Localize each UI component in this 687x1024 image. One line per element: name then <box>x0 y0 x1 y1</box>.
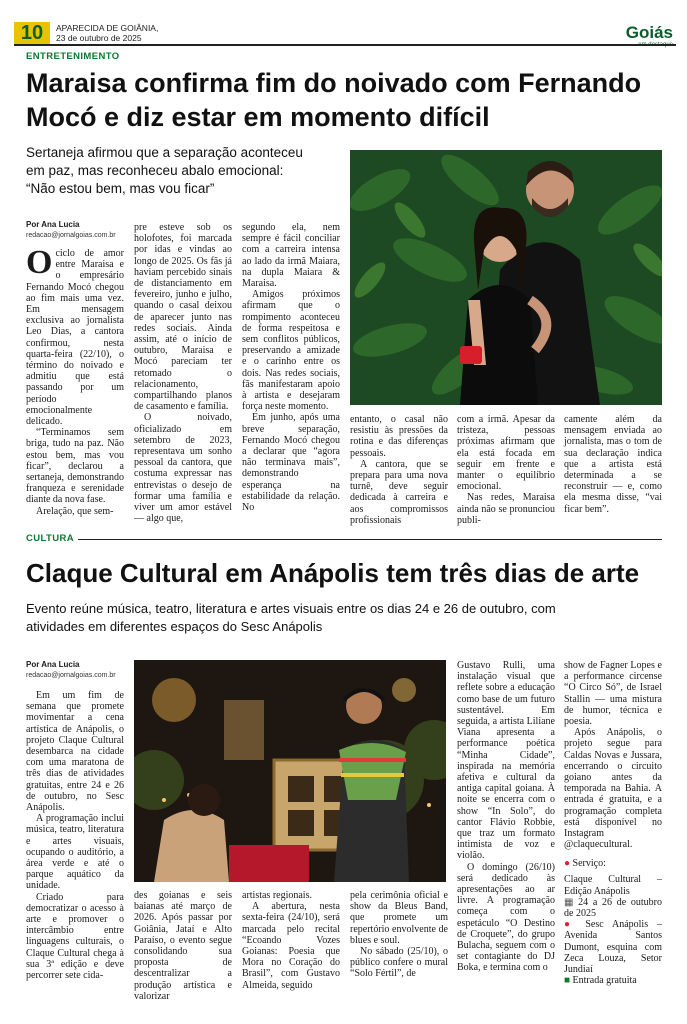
paragraph: segundo ela, nem sempre é fácil conciliar com a carreira intensa ao lado da irmã Maiara, na dupla Maiara & Maraisa. <box>242 222 340 290</box>
dropcap: O <box>26 244 53 281</box>
service-item <box>564 919 662 975</box>
headline-maraisa <box>26 66 641 134</box>
paragraph: “Terminamos sem briga, tudo na paz. Não estou bem, mas vou ficar”, declarou a sertaneja, demonstrando franqueza e serenidade diante da nova fase. <box>26 427 124 506</box>
paragraph: Nas redes, Maraisa ainda não se pronunciou publi- <box>457 492 555 526</box>
section-entretenimento: ENTRETENIMENTO <box>26 51 120 62</box>
paragraph: entanto, o casal não resistiu às pressões da rotina e das diferenças pessoais. <box>350 414 448 459</box>
service-item <box>564 897 662 919</box>
paragraph: pela cerimônia oficial e show da Bleus Band, que promete um repertório envolvente de blues e soul. <box>350 890 448 946</box>
article1-column-4 <box>350 414 448 526</box>
header-date: 23 de outubro de 2025 <box>56 33 142 43</box>
services-heading <box>564 858 662 870</box>
headline-claque: Claque Cultural em Anápolis tem três dias de arte <box>26 558 640 588</box>
logo-text: Goiás <box>625 23 673 42</box>
headline-line-1: Maraisa confirma fim do noivado com Fernando <box>26 68 642 98</box>
subheadline-line-2: em paz, mas reconheceu abalo emocional: <box>26 163 284 178</box>
service-item <box>564 975 662 986</box>
paragraph: Em junho, após uma breve separação, Fernando Mocó chegou a declarar que “agora não terminava mais”, demonstrando esperança na estabilidade da relação. No <box>242 412 340 514</box>
calendar-icon: ▦ <box>564 896 574 908</box>
service-price: Entrada gratuita <box>572 975 637 987</box>
paragraph: artistas regionais. <box>242 890 312 901</box>
paragraph: Amigos próximos afirmam que o rompimento aconteceu de forma respeitosa e sem conflitos públicos, preservando a amizade e o carinho entre os dois. Nas redes sociais, fãs manifestaram apoio à artista e desejaram força neste momento. <box>242 289 340 413</box>
paragraph: show de Fagner Lopes e a performance circense “O Circo Só”, de Israel Stallin — uma mistura de humor, técnica e poesia. <box>564 660 662 728</box>
service-item <box>564 874 662 896</box>
paragraph: A abertura, nesta sexta-feira (24/10), será marcada pelo recital “Ecoando Vozes Goianas: Poesia que Mora no Coração do Brasil”, com Gustavo Almeida, seguido <box>242 901 340 991</box>
services-title: Serviço: <box>572 858 606 870</box>
photo-artist-installation <box>134 660 446 882</box>
paragraph: pre esteve sob os holofotes, foi marcada por idas e vindas ao longo de 2025. Os fãs já haviam percebido sinais de distanciamento em fevereiro, junho e julho, quando o casal deixou de aparecer junto nas redes sociais. Ainda assim, até o início de outubro, Maraisa e Mocó pareciam ter retomado o relacionamento, compartilhando planos de casamento e família. <box>134 222 232 413</box>
subheadline-line-2: atividades em diferentes espaços do Sesc Anápolis <box>26 619 323 634</box>
photo-couple-illustration <box>350 150 662 405</box>
byline-email: redacao@jornalgoias.com.br <box>26 232 116 239</box>
pin-icon: ● <box>564 858 571 870</box>
article2-column-3 <box>242 890 340 991</box>
service-event-name: Claque Cultural – Edição Anápolis <box>564 874 662 897</box>
service-dates: 24 a 26 de outubro de 2025 <box>564 896 662 920</box>
article1-column-6 <box>564 414 662 515</box>
byline: Por Ana Lucia <box>26 660 80 669</box>
article2-column-6 <box>564 660 662 986</box>
header-city: APARECIDA DE GOIÂNIA, <box>56 23 159 33</box>
section-cultura: CULTURA <box>26 533 75 544</box>
byline-email: redacao@jornalgoias.com.br <box>26 672 116 679</box>
paragraph: Criado para democratizar o acesso à arte e promover o intercâmbio entre linguagens culturais, o Claque Cultural chega à sua 3ª edição e deve percorrer sete cida- <box>26 891 124 982</box>
services-box <box>564 858 662 986</box>
article2-column-5 <box>457 660 555 974</box>
subheadline-line-3: “Não estou bem, mas vou ficar” <box>26 181 215 196</box>
paragraph: com a irmã. Apesar da tristeza, pessoas próximas afirmam que ela está focada em seguir em frente e manter o equilíbrio emocional. <box>457 414 555 493</box>
service-address: Sesc Anápolis – Avenida Santos Dumont, esquina com Zeca Louza, Setor Jundiaí <box>564 919 662 976</box>
article1-column-3 <box>242 222 340 513</box>
section-rule <box>78 539 662 540</box>
paragraph: des goianas e seis baianas até março de 2026. Após passar por Goiânia, Jataí e Alto Paraíso, o evento segue consolidando sua proposta de descentralizar a produção artística e valorizar <box>134 890 232 1002</box>
byline: Por Ana Lucia <box>26 220 80 229</box>
photo-artist-illustration <box>134 660 446 882</box>
paragraph: O noivado, oficializado em setembro de 2023, representava um sonho pessoal da cantora, que costuma expressar nas entrevistas o desejo de formar uma família e viver um amor estável — algo que, <box>134 412 232 525</box>
headline-line-2: Mocó e diz estar em momento difícil <box>26 102 490 132</box>
article2-column-2 <box>134 890 232 1002</box>
article2-column-4 <box>350 890 448 980</box>
article1-column-5 <box>457 414 555 526</box>
paragraph: Após Anápolis, o projeto segue para Caldas Novas e Jussara, encerrando o circuito goiano antes da temporada na Bahia. A entrada é gratuita, e a programação completa está disponível no Instagram @claquecultural. <box>564 727 662 851</box>
pin-icon: ● <box>564 919 577 931</box>
ticket-icon: ■ <box>564 975 571 987</box>
article1-column-1 <box>26 244 124 517</box>
subheadline-claque <box>26 600 666 636</box>
page-number: 10 <box>14 22 50 44</box>
subheadline-line-1: Evento reúne música, teatro, literatura e artes visuais entre os dias 24 e 26 de outubro, com <box>26 601 556 616</box>
paragraph: A cantora, que se prepara para uma nova turnê, deve seguir dedicada à carreira e aos compromissos profissionais <box>350 458 448 526</box>
paragraph: No sábado (25/10), o público confere o mural “Solo Fértil”, de <box>350 946 448 980</box>
paragraph: O domingo (26/10) será dedicado às apresentações ao ar livre. A programação começa com o espetáculo “O Destino de Croquete”, do grupo Bulacha, seguem com o set contagiante do DJ Boka, e termina com o <box>457 861 555 974</box>
paragraph: Arelação, que sem- <box>36 505 114 517</box>
paragraph: A programação inclui música, teatro, literatura e artes visuais, ocupando o auditório, a área verde e até o parque aquático da unidade. <box>26 813 124 892</box>
paragraph: Gustavo Rulli, uma instalação visual que reflete sobre a educação como base de um futuro sustentável. Em seguida, a artista Liliane Viana apresenta a performance poética “Minha Cidade”, inspirada na memória afetiva e cultural da antiga capital goiana. À noite se encerra com o show “In Solo”, do cantor Flávio Robbie, que traz um formato intimista de voz e violão. <box>457 660 555 862</box>
paragraph: Em um fim de semana que promete movimentar a cena artística de Anápolis, o projeto Claque Cultural desembarca na cidade com uma maratona de três dias de atividades gratuitas, entre 24 e 26 de outubro, no Sesc Anápolis. <box>26 690 124 814</box>
paragraph: camente além da mensagem enviada ao jornalista, mas o tom de sua declaração indica que a artista está determinada a se reconstruir — e, como ela mesma disse, “vai ficar bem”. <box>564 414 662 515</box>
article2-column-1 <box>26 690 124 981</box>
photo-couple <box>350 150 662 405</box>
subheadline-line-1: Sertaneja afirmou que a separação aconteceu <box>26 145 303 160</box>
subheadline-maraisa <box>26 144 346 198</box>
header-rule <box>14 44 676 46</box>
article1-column-2 <box>134 222 232 524</box>
paragraph: ciclo de amor entre Maraisa e o empresário Fernando Mocó chegou ao fim mais uma vez. Em mensagem exclusiva ao jornalista Leo Dias, a cantora confirmou, nesta quarta-feira (22/10), o término do noivado e admitiu que está passando por um período emocionalmente delicado. <box>26 248 124 428</box>
